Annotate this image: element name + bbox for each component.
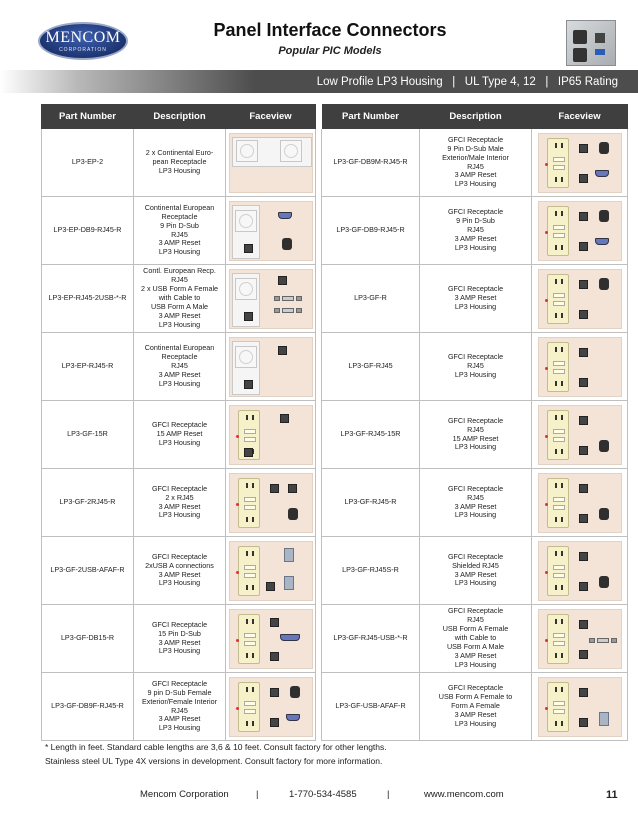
description-line: 9 pin D-Sub Female <box>147 687 212 697</box>
db9-connector-icon <box>278 212 292 219</box>
reset-button-icon <box>599 576 609 588</box>
usb-a-port-icon <box>284 576 294 590</box>
description-line: GFCI Receptacle <box>447 352 504 362</box>
description-line: LP3 Housing <box>454 578 497 588</box>
usb-a-port-icon <box>284 548 294 562</box>
description-line: GFCI Receptacle <box>447 551 504 561</box>
usb-cable-icon <box>274 296 302 301</box>
faceview-panel <box>229 473 313 533</box>
rj45-jack-icon <box>278 276 287 285</box>
footer-separator: | <box>256 789 259 800</box>
faceview-cell <box>226 333 316 401</box>
rj45-jack-icon <box>579 650 588 659</box>
description-line: 3 AMP Reset <box>158 714 201 724</box>
euro-receptacle-icon <box>280 140 302 162</box>
table-row <box>42 265 628 333</box>
description-cell <box>420 129 532 197</box>
part-number-cell: LP3-GF-2USB-AFAF-R <box>42 537 134 605</box>
description-line: LP3 Housing <box>158 437 201 447</box>
description-line: RJ45 <box>171 361 188 371</box>
euro-receptacle-icon <box>235 210 257 232</box>
faceview-cell <box>226 265 316 333</box>
rj45-jack-icon <box>579 416 588 425</box>
faceview-panel <box>538 473 622 533</box>
description-line: LP3 Housing <box>158 510 201 520</box>
description-cell <box>134 673 226 741</box>
table-row <box>42 129 628 197</box>
faceview-panel <box>229 269 313 329</box>
description-line: GFCI Receptacle <box>447 415 504 425</box>
column-header: Faceview <box>532 105 628 129</box>
description-line: pean Receptacle <box>152 157 207 167</box>
reset-button-icon <box>599 440 609 452</box>
description-line: 9 Pin D-Sub Male <box>447 143 504 153</box>
description-line: LP3 Housing <box>454 718 497 728</box>
column-header: Description <box>134 105 226 129</box>
faceview-cell <box>226 197 316 265</box>
description-cell <box>134 469 226 537</box>
column-header: Part Number <box>42 105 134 129</box>
gfci-receptacle-icon <box>547 274 569 324</box>
faceview-cell <box>226 537 316 605</box>
rj45-jack-icon <box>579 348 588 357</box>
description-line: Shielded RJ45 <box>452 560 499 570</box>
part-number-cell: LP3-GF-DB9-RJ45-R <box>322 197 420 265</box>
rj45-jack-icon <box>244 312 253 321</box>
description-line: 2 x Continental Euro- <box>145 148 214 158</box>
table-row <box>42 537 628 605</box>
rj45-jack-icon <box>579 484 588 493</box>
part-number-cell: LP3-EP-2 <box>42 129 134 197</box>
description-line: LP3 Housing <box>158 165 201 175</box>
part-number-cell: LP3-GF-RJ45S-R <box>322 537 420 605</box>
faceview-cell <box>226 469 316 537</box>
description-line: Form A Female <box>451 701 500 711</box>
logo-text: MENCOM <box>45 28 121 46</box>
description-line: 3 AMP Reset <box>454 650 497 660</box>
faceview-cell <box>532 265 628 333</box>
gfci-receptacle-icon <box>547 478 569 528</box>
description-line: LP3 Housing <box>158 578 201 588</box>
table-row <box>42 333 628 401</box>
product-photo <box>566 20 616 66</box>
gfci-receptacle-icon <box>547 546 569 596</box>
description-line: RJ45 <box>467 492 484 502</box>
part-number-cell: LP3-GF-RJ45-15R <box>322 401 420 469</box>
gfci-receptacle-icon <box>238 546 260 596</box>
usb-cable-icon <box>589 638 617 643</box>
part-number-cell: LP3-GF-RJ45 <box>322 333 420 401</box>
description-line: 3 AMP Reset <box>454 170 497 180</box>
description-line: LP3 Housing <box>454 369 497 379</box>
description-line: 3 AMP Reset <box>454 293 497 303</box>
faceview-panel <box>538 201 622 261</box>
part-number-cell: LP3-GF-DB9F-RJ45-R <box>42 673 134 741</box>
description-line: LP3 Housing <box>158 319 201 329</box>
rj45-jack-icon <box>579 310 588 319</box>
rj45-jack-icon <box>270 484 279 493</box>
description-line: 3 AMP Reset <box>158 238 201 248</box>
description-line: USB Form A Male <box>446 641 505 651</box>
description-line: 3 AMP Reset <box>158 501 201 511</box>
description-cell <box>420 537 532 605</box>
description-line: LP3 Housing <box>454 510 497 520</box>
table-row <box>42 673 628 741</box>
part-number-cell: LP3-EP-RJ45-2USB-*-R <box>42 265 134 333</box>
faceview-cell <box>226 129 316 197</box>
rj45-jack-icon <box>579 718 588 727</box>
usb-cable-icon <box>274 308 302 313</box>
page-footer <box>0 789 638 803</box>
part-number-cell: LP3-GF-RJ45-R <box>322 469 420 537</box>
gfci-receptacle-icon <box>547 342 569 392</box>
euro-receptacle-icon <box>235 346 257 368</box>
rj45-jack-icon <box>579 620 588 629</box>
gfci-receptacle-icon <box>238 614 260 664</box>
description-line: Continental European <box>144 202 215 212</box>
faceview-panel <box>538 541 622 601</box>
rj45-jack-icon <box>288 484 297 493</box>
part-number-cell: LP3-GF-DB9M-RJ45-R <box>322 129 420 197</box>
reset-button-icon <box>599 278 609 290</box>
description-cell <box>134 333 226 401</box>
rj45-jack-icon <box>244 380 253 389</box>
description-cell <box>420 197 532 265</box>
description-cell <box>134 197 226 265</box>
faceview-panel <box>538 337 622 397</box>
db15-connector-icon <box>280 634 300 641</box>
description-line: Continental European <box>144 343 215 353</box>
description-line: 3 AMP Reset <box>158 310 201 320</box>
description-cell <box>134 537 226 605</box>
part-number-cell: LP3-GF-2RJ45-R <box>42 469 134 537</box>
reset-button-icon <box>288 508 298 520</box>
rj45-jack-icon <box>579 212 588 221</box>
rj45-jack-icon <box>579 552 588 561</box>
faceview-panel <box>229 541 313 601</box>
db9-connector-icon <box>595 170 609 177</box>
description-cell <box>420 333 532 401</box>
db9-connector-icon <box>286 714 300 721</box>
faceview-panel <box>229 609 313 669</box>
description-line: LP3 Housing <box>158 723 201 733</box>
description-line: 2 x USB Form A Female <box>140 284 219 294</box>
description-line: with Cable to <box>158 293 201 303</box>
part-number-cell: LP3-GF-DB15-R <box>42 605 134 673</box>
description-line: LP3 Housing <box>454 442 497 452</box>
faceview-cell <box>532 605 628 673</box>
mencom-logo <box>38 22 128 60</box>
description-cell <box>134 265 226 333</box>
description-cell <box>420 469 532 537</box>
description-line: 3 AMP Reset <box>454 233 497 243</box>
description-line: 3 AMP Reset <box>454 709 497 719</box>
description-line: RJ45 <box>467 424 484 434</box>
rj45-jack-icon <box>270 688 279 697</box>
table-row <box>42 197 628 265</box>
column-header: Description <box>420 105 532 129</box>
page-title: Panel Interface Connectors <box>213 20 447 40</box>
rj45-jack-icon <box>270 718 279 727</box>
rj45-jack-icon <box>270 618 279 627</box>
faceview-cell <box>532 333 628 401</box>
faceview-panel <box>538 405 622 465</box>
column-header: Faceview <box>226 105 316 129</box>
rj45-jack-icon <box>579 582 588 591</box>
faceview-panel <box>229 337 313 397</box>
footer-website[interactable]: www.mencom.com <box>424 789 504 800</box>
rj45-jack-icon <box>579 446 588 455</box>
description-line: Exterior/Female Interior <box>141 696 218 706</box>
faceview-panel <box>229 677 313 737</box>
description-line: 3 AMP Reset <box>158 369 201 379</box>
footnote-cable-length: * Length in feet. Standard cable lengths are 3,6 & 10 feet. Consult factory for other lengths. <box>45 742 387 752</box>
rj45-jack-icon <box>579 174 588 183</box>
description-line: LP3 Housing <box>158 247 201 257</box>
gfci-receptacle-icon <box>547 614 569 664</box>
description-line: LP3 Housing <box>454 179 497 189</box>
description-line: 3 AMP Reset <box>454 501 497 511</box>
description-line: 2xUSB A connections <box>145 560 214 570</box>
description-line: 15 AMP Reset <box>452 433 499 443</box>
gfci-receptacle-icon <box>238 682 260 732</box>
footer-phone: 1-770-534-4585 <box>289 789 357 800</box>
description-line: USB Form A Male <box>150 301 209 311</box>
part-number-cell: LP3-GF-R <box>322 265 420 333</box>
description-line: 3 AMP Reset <box>158 637 201 647</box>
description-line: 3 AMP Reset <box>454 569 497 579</box>
part-number-cell: LP3-GF-15R <box>42 401 134 469</box>
description-line: RJ45 <box>171 275 188 285</box>
faceview-panel <box>538 609 622 669</box>
gfci-receptacle-icon <box>547 682 569 732</box>
spec-banner <box>0 70 638 93</box>
rj45-jack-icon <box>280 414 289 423</box>
faceview-cell <box>226 673 316 741</box>
gfci-receptacle-icon <box>238 478 260 528</box>
description-line: LP3 Housing <box>158 646 201 656</box>
description-line: 15 AMP Reset <box>156 429 203 439</box>
part-number-cell: LP3-GF-RJ45-USB-*-R <box>322 605 420 673</box>
description-line: GFCI Receptacle <box>151 678 208 688</box>
rj45-jack-icon <box>270 652 279 661</box>
description-cell <box>420 605 532 673</box>
page-subtitle: Popular PIC Models <box>278 45 382 57</box>
table-row <box>42 605 628 673</box>
description-line: RJ45 <box>171 229 188 239</box>
description-line: GFCI Receptacle <box>447 207 504 217</box>
table-header-row <box>42 105 628 129</box>
description-cell <box>420 401 532 469</box>
description-line: Contl. European Recp. <box>143 266 216 276</box>
gfci-receptacle-icon <box>547 138 569 188</box>
description-line: LP3 Housing <box>454 301 497 311</box>
description-line: RJ45 <box>171 705 188 715</box>
column-header: Part Number <box>322 105 420 129</box>
rj45-jack-icon <box>278 346 287 355</box>
description-line: with Cable to <box>454 633 497 643</box>
rj45-jack-icon <box>244 448 253 457</box>
part-number-cell: LP3-GF-USB-AFAF-R <box>322 673 420 741</box>
description-line: Receptacle <box>161 211 198 221</box>
faceview-cell <box>532 197 628 265</box>
rj45-jack-icon <box>579 378 588 387</box>
description-line: GFCI Receptacle <box>447 606 504 616</box>
description-line: 9 Pin D-Sub <box>160 220 199 230</box>
description-line: 2 x RJ45 <box>165 492 194 502</box>
page-number: 11 <box>606 789 618 801</box>
description-line: RJ45 <box>467 615 484 625</box>
description-line: Exterior/Male Interior <box>442 152 509 162</box>
faceview-cell <box>532 469 628 537</box>
rj45-jack-icon <box>266 582 275 591</box>
gfci-receptacle-icon <box>547 410 569 460</box>
reset-button-icon <box>599 142 609 154</box>
description-cell <box>420 673 532 741</box>
reset-button-icon <box>290 686 300 698</box>
description-line: GFCI Receptacle <box>151 619 208 629</box>
faceview-panel <box>229 405 313 465</box>
description-cell <box>134 401 226 469</box>
description-line: GFCI Receptacle <box>447 483 504 493</box>
description-cell <box>134 129 226 197</box>
description-line: GFCI Receptacle <box>447 284 504 294</box>
description-line: USB Form A Female <box>442 624 509 634</box>
description-line: 9 Pin D-Sub <box>456 216 495 226</box>
faceview-cell <box>532 129 628 197</box>
description-cell <box>420 265 532 333</box>
parts-table <box>41 104 628 741</box>
description-line: RJ45 <box>467 161 484 171</box>
description-line: GFCI Receptacle <box>447 134 504 144</box>
faceview-cell <box>226 401 316 469</box>
rj45-jack-icon <box>579 688 588 697</box>
description-cell <box>134 605 226 673</box>
faceview-cell <box>532 537 628 605</box>
reset-button-icon <box>599 508 609 520</box>
description-line: RJ45 <box>467 225 484 235</box>
part-number-cell: LP3-EP-DB9-RJ45-R <box>42 197 134 265</box>
db9-connector-icon <box>595 238 609 245</box>
usb-a-port-icon <box>599 712 609 726</box>
table-row <box>42 401 628 469</box>
description-line: Receptacle <box>161 352 198 362</box>
gfci-receptacle-icon <box>547 206 569 256</box>
description-line: GFCI Receptacle <box>151 483 208 493</box>
description-line: GFCI Receptacle <box>151 420 208 430</box>
faceview-panel <box>538 133 622 193</box>
table-row <box>42 469 628 537</box>
reset-button-icon <box>282 238 292 250</box>
description-line: RJ45 <box>467 361 484 371</box>
rj45-jack-icon <box>579 242 588 251</box>
faceview-panel <box>229 201 313 261</box>
faceview-cell <box>226 605 316 673</box>
faceview-panel <box>229 133 313 193</box>
rj45-jack-icon <box>579 514 588 523</box>
rj45-jack-icon <box>244 244 253 253</box>
description-line: GFCI Receptacle <box>447 683 504 693</box>
description-line: LP3 Housing <box>158 378 201 388</box>
spec-banner-text: Low Profile LP3 Housing | UL Type 4, 12 | IP65 Rating <box>316 75 618 88</box>
faceview-cell <box>532 401 628 469</box>
page-header <box>0 0 638 66</box>
description-line: GFCI Receptacle <box>151 551 208 561</box>
rj45-jack-icon <box>579 280 588 289</box>
description-line: USB Form A Female to <box>438 692 513 702</box>
description-line: LP3 Housing <box>454 242 497 252</box>
description-line: 15 Pin D-Sub <box>158 628 201 638</box>
description-line: 3 AMP Reset <box>158 569 201 579</box>
footer-separator: | <box>387 789 390 800</box>
faceview-panel <box>538 677 622 737</box>
footnote-stainless: Stainless steel UL Type 4X versions in development. Consult factory for more information. <box>45 756 383 766</box>
logo-subtext: CORPORATION <box>59 46 107 53</box>
rj45-jack-icon <box>579 144 588 153</box>
faceview-panel <box>538 269 622 329</box>
euro-receptacle-icon <box>235 278 257 300</box>
faceview-cell <box>532 673 628 741</box>
euro-receptacle-icon <box>236 140 258 162</box>
description-line: LP3 Housing <box>454 659 497 669</box>
part-number-cell: LP3-EP-RJ45-R <box>42 333 134 401</box>
footer-company: Mencom Corporation <box>140 789 229 800</box>
reset-button-icon <box>599 210 609 222</box>
